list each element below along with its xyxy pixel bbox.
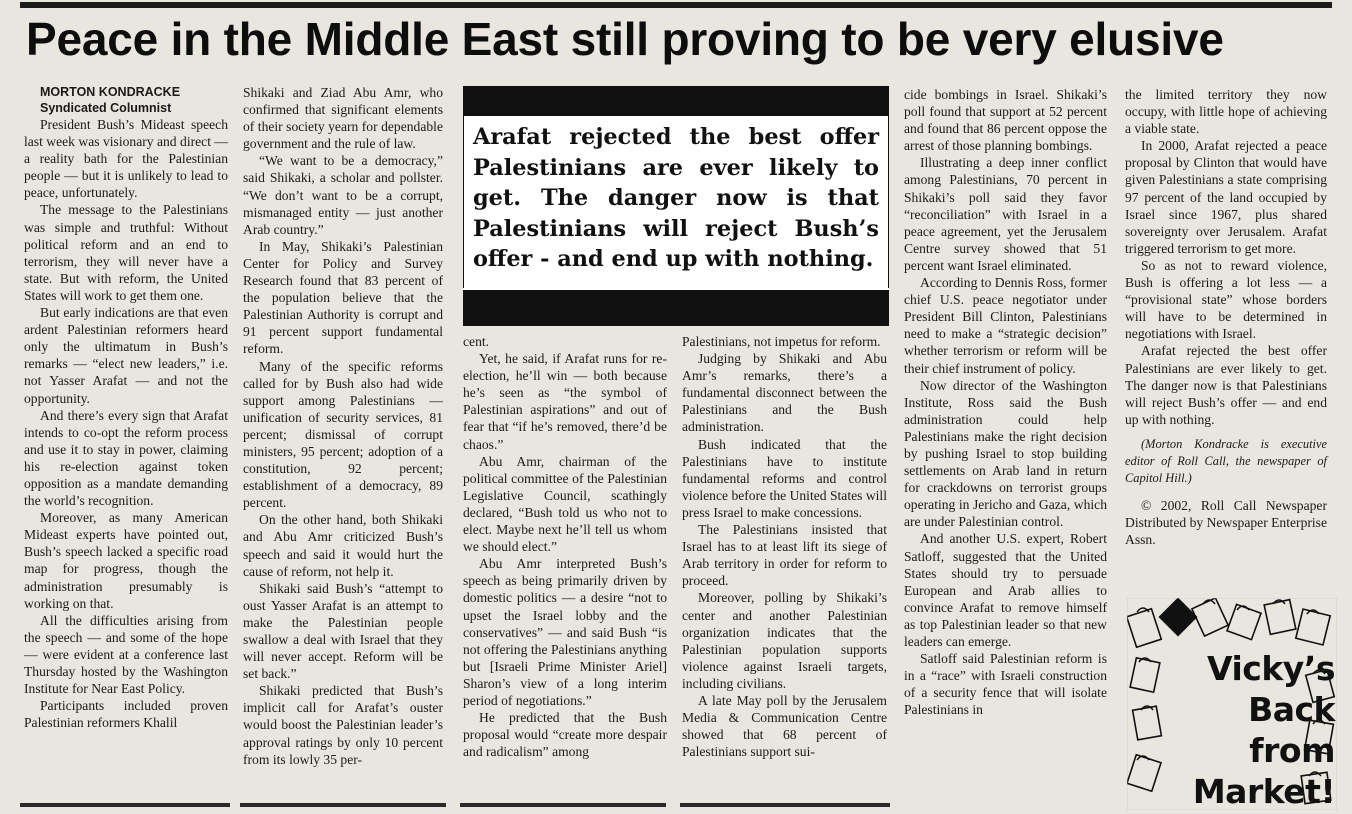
byline-role: Syndicated Columnist (40, 101, 172, 115)
promo-line: Market! (1192, 772, 1335, 811)
paragraph: Abu Amr, chairman of the political committee of the Palestinian Legislative Council, scathingly declared, “Bush told us who not to elect. Maybe next he’ll tell us whom we should elect.” (463, 453, 667, 555)
promo-line: Back (1248, 690, 1335, 729)
column-2 (243, 84, 443, 768)
paragraph: Moreover, polling by Shikaki’s center and another Palestinian organization indicates that the Palestinian population supports violence against Israeli targets, including civilians. (682, 590, 887, 691)
bottom-rule (680, 803, 890, 807)
pull-quote (463, 86, 889, 326)
paragraph: Abu Amr interpreted Bush’s speech as being primarily driven by domestic politics — a desire “not to upset the Israel lobby and the conservatives” — and said Bush “is not offering the Palestinians anything but [Israeli Prime Minister Ariel] Sharon’s view of a long interim period of negotiations.” (463, 556, 667, 708)
column-1 (24, 84, 228, 731)
paragraph: Shikaki said Bush’s “attempt to oust Yasser Arafat is an attempt to make the Palestinian people swallow a deal with Israel that they will never accept. Reform will be set back.” (243, 580, 443, 682)
paragraph: Yet, he said, if Arafat runs for re-election, he’ll win — both because he’s seen as “the symbol of Palestinian aspirations” and out of fear that “if he’s removed, there’d be chaos.” (463, 351, 667, 452)
promo-box (1127, 598, 1337, 810)
author-credit: (Morton Kondracke is executive editor of Roll Call, the newspaper of Capitol Hill.) (1125, 436, 1327, 485)
paragraph: And there’s every sign that Arafat intends to co-opt the reform process and use it to stay in power, claiming his re-election against token opposition as a mandate demanding the world’s recognition. (24, 407, 228, 509)
paragraph: According to Dennis Ross, former chief U.S. peace negotiator under President Bill Clinton, Palestinians need to make a “strategic decision” whether terrorism or reform will be their chief instrument of policy. (904, 275, 1107, 376)
promo-line: Vicky’s (1207, 649, 1335, 688)
paragraph: Arafat rejected the best offer Palestinians are ever likely to get. The danger now is that Palestinians will reject Bush’s offer — and end up with nothing. (1125, 343, 1327, 427)
paragraph: And another U.S. expert, Robert Satloff, suggested that the United States should try to persuade European and Arab allies to convince Arafat to remove himself as top Palestinian leader so that new leaders can emerge. (904, 531, 1107, 649)
copyright-notice: © 2002, Roll Call Newspaper Distributed by Newspaper Enterprise Assn. (1125, 497, 1327, 548)
paragraph: Satloff said Palestinian reform is in a “race” with Israeli construction of a security fence that will isolate Palestinians in (904, 651, 1107, 718)
paragraph: All the difficulties arising from the speech — and some of the hope — were evident at a conference last Thursday hosted by the Washington Institute for Near East Policy. (24, 612, 228, 697)
pull-quote-bar-bottom (463, 290, 889, 326)
paragraph: On the other hand, both Shikaki and Abu Amr criticized Bush’s speech and said it would hurt the cause of reform, not help it. (243, 512, 443, 579)
paragraph: Shikaki predicted that Bush’s implicit call for Arafat’s ouster would boost the Palestinian leader’s approval ratings by only 10 percent from its lowly 35 per- (243, 683, 443, 767)
pull-quote-text: Arafat rejected the best offer Palestinians are ever likely to get. The danger now is that Palestinians will reject Bush’s offer - and end up with nothing. (473, 124, 879, 272)
column-3 (463, 333, 667, 760)
headline: Peace in the Middle East still proving to be very elusive (26, 13, 1224, 65)
paragraph: Shikaki and Ziad Abu Amr, who confirmed that significant elements of their society yearn for dependable government and the rule of law. (243, 85, 443, 152)
column-5 (904, 86, 1107, 718)
paragraph: But early indications are that even ardent Palestinian reformers heard only the ultimatum in Bush’s remarks — “elect new leaders,” i.e. not Yasser Arafat — and not the opportunity. (24, 305, 228, 406)
paragraph: A late May poll by the Jerusalem Media & Communication Centre showed that 68 percent of Palestinians support sui- (682, 692, 887, 760)
paragraph: Many of the specific reforms called for by Bush also had wide support among Palestinians — unification of security services, 81 percent; dismissal of corrupt ministers, 95 percent; adoption of a constitution, 92 percent; establishment of a democracy, 89 percent. (243, 358, 443, 511)
paragraph: In May, Shikaki’s Palestinian Center for Policy and Survey Research found that 83 percent of the population believe that the Palestinian Authority is corrupt and 91 percent support fundamental reform. (243, 238, 443, 357)
paragraph: Moreover, as many American Mideast experts have pointed out, Bush’s speech lacked a specific road map for progress, though the administration presumably is working on that. (24, 510, 228, 611)
paragraph: In 2000, Arafat rejected a peace proposal by Clinton that would have given Palestinians a state comprising 97 percent of the land occupied by Israel since 1967, plus shared sovereignty over Jerusalem. Arafat triggered terrorism to get more. (1125, 138, 1327, 256)
promo-headline (1185, 648, 1335, 812)
paragraph: Now director of the Washington Institute, Ross said the Bush administration could help Palestinians make the right decision by pushing Israel to stop building settlements on Arab land in return for crackdowns on terrorist groups operating in Jericho and Gaza, which are under Palestinian control. (904, 377, 1107, 530)
byline-name: MORTON KONDRACKE (40, 85, 181, 99)
paragraph: cide bombings in Israel. Shikaki’s poll found that support at 52 percent and found that 86 percent oppose the arrest of those planning bombings. (904, 87, 1107, 154)
column-6 (1125, 86, 1327, 548)
bottom-rule (20, 803, 230, 807)
bottom-rule (240, 803, 446, 807)
paragraph: So as not to reward violence, Bush is offering a lot less — a “provisional state” whose borders will have to be determined in negotiations with Israel. (1125, 257, 1327, 342)
column-4 (682, 333, 887, 760)
paragraph: “We want to be a democracy,” said Shikaki, a scholar and pollster. “We don’t want to be a corrupt, mismanaged entity — just another Arab country.” (243, 153, 443, 237)
paragraph: Palestinians, not impetus for reform. (682, 334, 881, 349)
paragraph: Participants included proven Palestinian reformers Khalil (24, 698, 228, 731)
paragraph: the limited territory they now occupy, with little hope of achieving a viable state. (1125, 87, 1327, 137)
promo-line: from (1249, 731, 1335, 770)
paragraph: Bush indicated that the Palestinians have to institute fundamental reforms and control violence before the United States will press Israel to make concessions. (682, 436, 887, 520)
paragraph: Judging by Shikaki and Abu Amr’s remarks, there’s a fundamental disconnect between the Palestinians and the Bush administration. (682, 351, 887, 435)
pull-quote-bar-top (463, 86, 889, 116)
paragraph: cent. (463, 334, 490, 349)
paragraph: The Palestinians insisted that Israel has to at least lift its siege of Arab territory in order for reform to proceed. (682, 522, 887, 589)
paragraph: The message to the Palestinians was simple and truthful: Without political reform and an end to terrorism, they will never have a state. But with reform, the United States will work to get them one. (24, 202, 228, 303)
bottom-rule (460, 803, 666, 807)
paragraph: Illustrating a deep inner conflict among Palestinians, 70 percent in Shikaki’s poll said they favor “reconciliation” with Israel in a peace agreement, yet the Jerusalem Centre survey showed that 51 percent want Israel eliminated. (904, 155, 1107, 273)
paragraph: He predicted that the Bush proposal would “create more despair and radicalism” among (463, 710, 667, 760)
paragraph: President Bush’s Mideast speech last week was visionary and direct — a reality bath for the Palestinian people — but it is unlikely to lead to peace, unfortunately. (24, 117, 228, 201)
